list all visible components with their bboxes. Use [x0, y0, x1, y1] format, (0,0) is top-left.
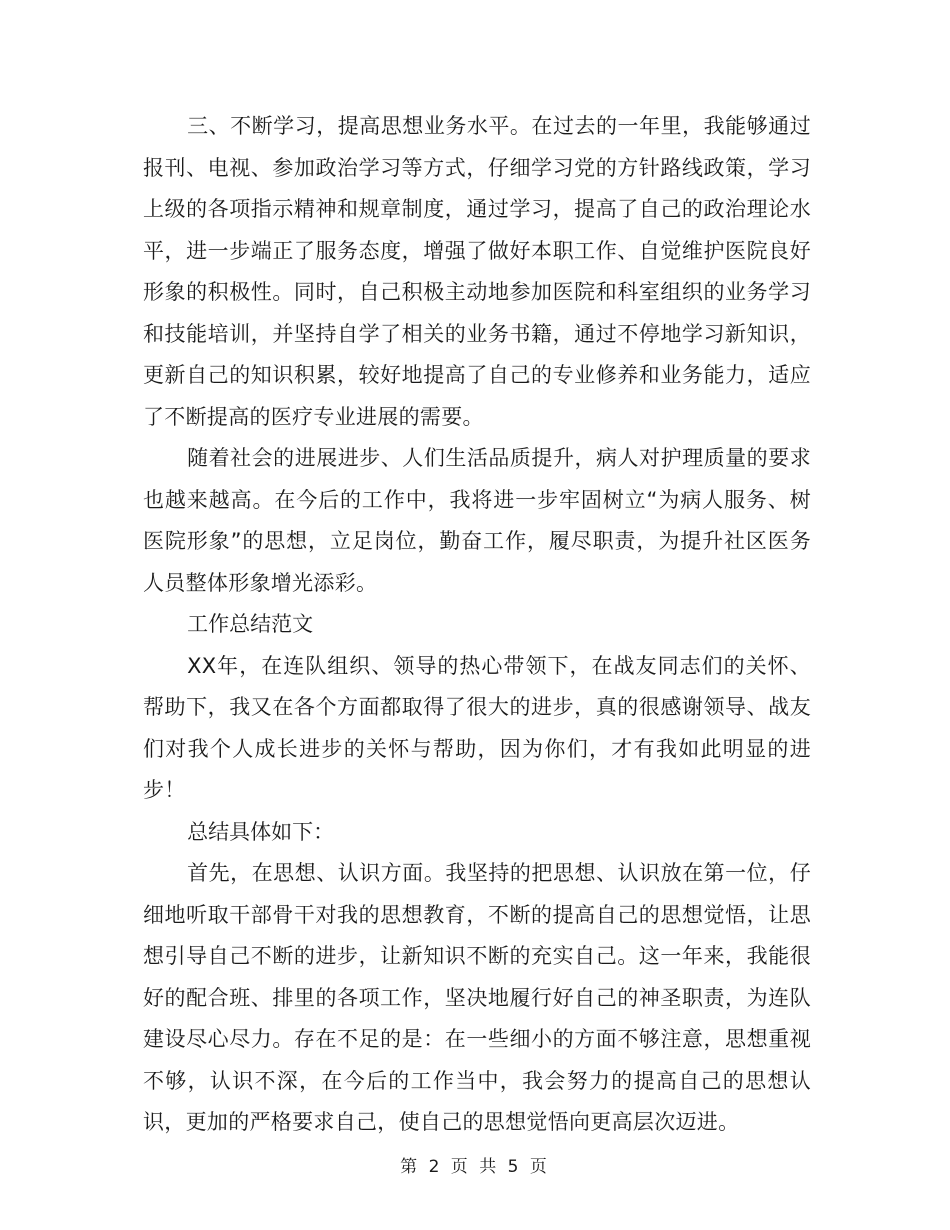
paragraph-thought: 首先，在思想、认识方面。我坚持的把思想、认识放在第一位，仔细地听取干部骨干对我的思想教育，不断的提高自己的思想觉悟，让思想引导自己不断的进步，让新知识不断的充实自己。这一年来，我能很好的配合班、排里的各项工作，坚决地履行好自己的神圣职责，为连队建设尽心尽力。存在不足的是：在一些细小的方面不够注意，思想重视不够，认识不深，在今后的工作当中，我会努力的提高自己的思想认识，更加的严格要求自己，使自己的思想觉悟向更高层次迈进。 — [143, 861, 811, 1134]
paragraph-outlook: 随着社会的进展进步、人们生活品质提升，病人对护理质量的要求也越来越高。在今后的工作中，我将进一步牢固树立“为病人服务、树医院形象”的思想，立足岗位，勤奋工作，履尽职责，为提升社区医务人员整体形象增光添彩。 — [143, 446, 811, 595]
document-body — [143, 106, 811, 1144]
summary-heading: 总结具体如下： — [187, 819, 335, 844]
section-title: 工作总结范文 — [187, 612, 314, 636]
page-number: 第 2 页 共 5 页 — [400, 1157, 550, 1177]
paragraph-intro: XX年，在连队组织、领导的热心带领下，在战友同志们的关怀、帮助下，我又在各个方面都取得了很大的进步，真的很感谢领导、战友们对我个人成长进步的关怀与帮助，因为你们，才有我如此明显的进步！ — [143, 653, 811, 802]
paragraph-study: 三、不断学习，提高思想业务水平。在过去的一年里，我能够通过报刊、电视、参加政治学习等方式，仔细学习党的方针路线政策，学习上级的各项指示精神和规章制度，通过学习，提高了自己的政治理论水平，进一步端正了服务态度，增强了做好本职工作、自觉维护医院良好形象的积极性。同时，自己积极主动地参加医院和科室组织的业务学习和技能培训，并坚持自学了相关的业务书籍，通过不停地学习新知识，更新自己的知识积累，较好地提高了自己的专业修养和业务能力，适应了不断提高的医疗专业进展的需要。 — [143, 114, 811, 429]
